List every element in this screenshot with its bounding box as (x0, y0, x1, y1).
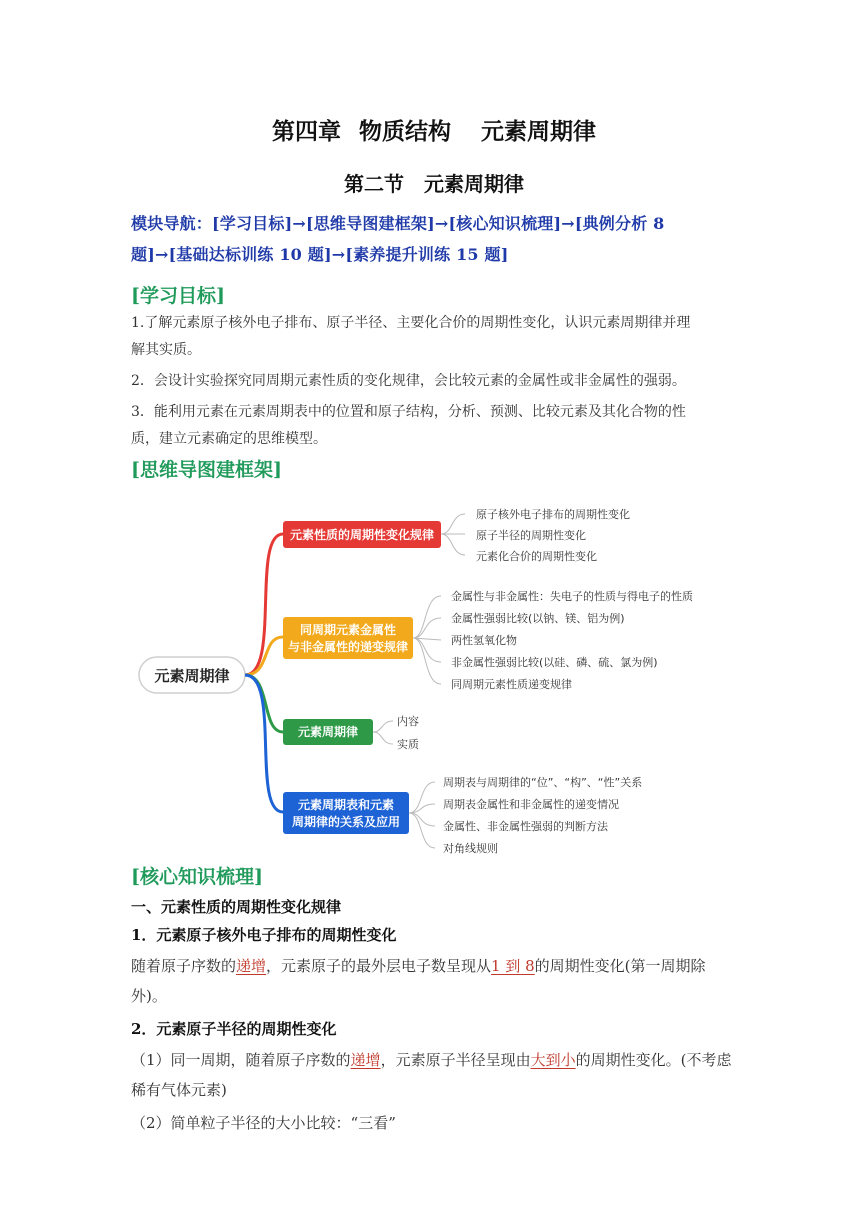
mindmap-root (139, 657, 245, 693)
module-navigation (131, 208, 741, 270)
core-paragraph-3: （2）简单粒子半径的大小比较：“三看” (131, 1114, 396, 1132)
svg-text:与非金属性的递变规律: 与非金属性的递变规律 (287, 640, 409, 654)
core-heading-1-1: 1．元素原子核外电子排布的周期性变化 (131, 926, 397, 944)
core-content (131, 894, 741, 1137)
answer-increase-1: 递增 (236, 957, 267, 975)
nav-line-1: 模块导航：[学习目标]→[思维导图建框架]→[核心知识梳理]→[典例分析 8 (131, 214, 665, 233)
svg-text:元素周期表和元素: 元素周期表和元素 (297, 798, 395, 812)
core-heading-1: 一、元素性质的周期性变化规律 (131, 898, 342, 916)
goals-heading: [学习目标] (131, 285, 225, 307)
svg-text:元素周期律: 元素周期律 (154, 667, 230, 685)
leaf-4-1: 周期表与周期律的“位”、“构”、“性”关系 (443, 776, 643, 789)
leaf-1-2: 原子半径的周期性变化 (476, 529, 586, 542)
goal-3-line-2: 质，建立元素确定的思维模型。 (131, 431, 327, 447)
core-paragraph-1-end: 外)。 (131, 987, 167, 1005)
answer-1-to-8: 1 到 8 (491, 957, 535, 975)
nav-line-2: 题]→[基础达标训练 10 题]→[素养提升训练 15 题] (131, 245, 509, 264)
goal-1-line-1: 1.了解元素原子核外电子排布、原子半径、主要化合价的周期性变化，认识元素周期律并理 (131, 315, 691, 331)
leaf-2-5: 同周期元素性质递变规律 (451, 678, 572, 691)
goals-list (131, 310, 741, 453)
branch-2 (283, 589, 693, 691)
leaf-4-2: 周期表金属性和非金属性的递变情况 (443, 798, 619, 811)
leaf-1-3: 元素化合价的周期性变化 (476, 550, 597, 563)
core-paragraph-2-end: 稀有气体元素) (131, 1081, 227, 1099)
leaf-1-1: 原子核外电子排布的周期性变化 (476, 508, 630, 521)
branch-1 (283, 507, 630, 563)
branch-4 (283, 775, 642, 855)
leaf-2-3: 两性氢氧化物 (451, 634, 517, 647)
core-heading: [核心知识梳理] (131, 866, 263, 888)
leaf-2-1: 金属性与非金属性：失电子的性质与得电子的性质 (451, 590, 693, 603)
mindmap-heading: [思维导图建框架] (131, 459, 282, 481)
section-title: 第二节 元素周期律 (344, 172, 524, 196)
branch-line-1 (245, 534, 283, 675)
core-paragraph-1: 随着原子序数的递增，元素原子的最外层电子数呈现从1 到 8的周期性变化(第一周期除 (131, 957, 706, 975)
goal-3-line-1: 3．能利用元素在元素周期表中的位置和原子结构，分析、预测、比较元素及其化合物的性 (131, 404, 686, 420)
answer-increase-2: 递增 (350, 1051, 381, 1069)
chapter-title: 第四章 物质结构 元素周期律 (272, 118, 596, 145)
core-paragraph-2: （1）同一周期，随着原子序数的递增，元素原子半径呈现由大到小的周期性变化。(不考虑 (131, 1051, 732, 1069)
svg-text:元素周期律: 元素周期律 (297, 725, 359, 739)
leaf-3-1: 内容 (397, 715, 419, 728)
leaf-3-2: 实质 (397, 738, 419, 751)
leaf-2-4: 非金属性强弱比较(以硅、磷、硫、氯为例) (451, 656, 658, 669)
svg-text:周期律的关系及应用: 周期律的关系及应用 (291, 815, 401, 829)
answer-large-to-small: 大到小 (530, 1051, 576, 1069)
goal-1-line-2: 解其实质。 (131, 342, 201, 358)
svg-text:元素性质的周期性变化规律: 元素性质的周期性变化规律 (289, 528, 435, 542)
leaf-4-4: 对角线规则 (443, 842, 498, 855)
svg-text:同周期元素金属性: 同周期元素金属性 (299, 623, 397, 637)
goal-2: 2．会设计实验探究同周期元素性质的变化规律，会比较元素的金属性或非金属性的强弱。 (131, 373, 686, 389)
core-heading-1-2: 2．元素原子半径的周期性变化 (131, 1020, 337, 1038)
branch-3 (283, 714, 419, 751)
mind-map (131, 492, 741, 862)
leaf-2-2: 金属性强弱比较(以钠、镁、铝为例) (451, 612, 625, 625)
leaf-4-3: 金属性、非金属性强弱的判断方法 (443, 820, 608, 833)
